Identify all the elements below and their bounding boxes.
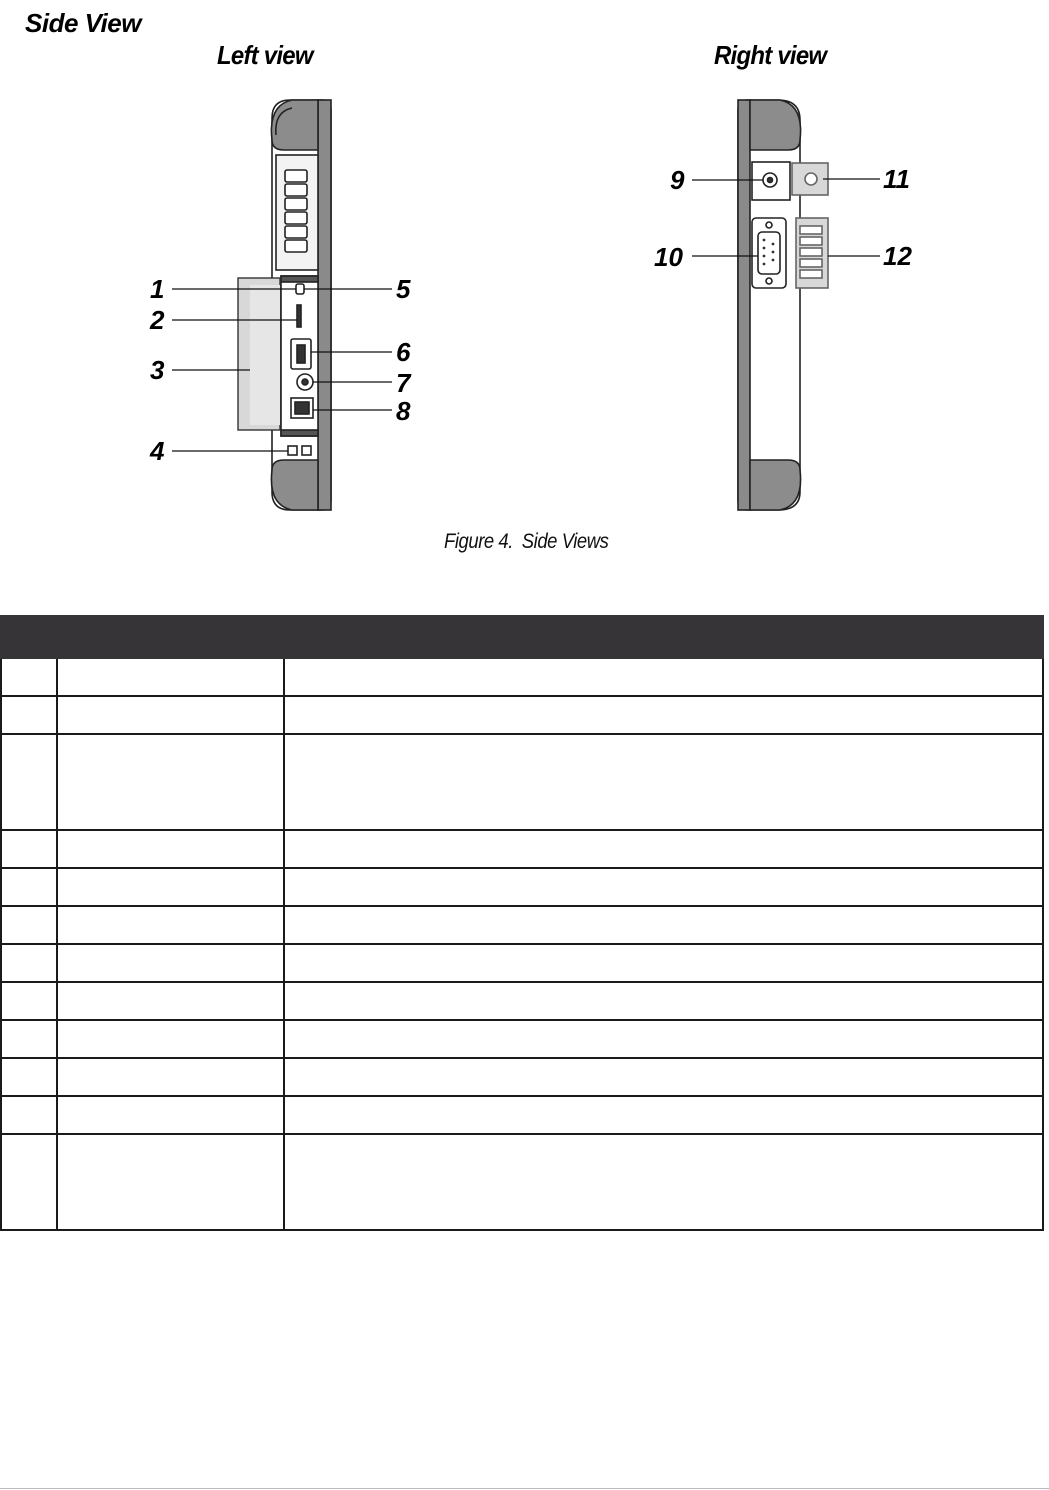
callout-5: 5: [396, 274, 411, 304]
callout-7: 7: [396, 368, 411, 398]
row-description: [284, 944, 1043, 982]
table-header-row: [1, 616, 1043, 658]
table-row: [1, 1020, 1043, 1058]
table-row: [1, 734, 1043, 830]
row-description: [284, 830, 1043, 868]
row-number: [1, 734, 57, 830]
row-description: [284, 734, 1043, 830]
callout-6: 6: [396, 337, 411, 367]
callout-1: 1: [150, 274, 165, 304]
side-card: [238, 278, 280, 430]
callout-4: 4: [150, 436, 165, 466]
table-row: [1, 1058, 1043, 1096]
caption-label: Figure 4.: [444, 530, 513, 553]
row-name: [57, 658, 284, 696]
left-view-title: Left view: [217, 40, 313, 70]
table-row: [1, 906, 1043, 944]
table-header: [1, 616, 1043, 658]
row-name: [57, 734, 284, 830]
callout-9: 9: [670, 165, 685, 195]
callout-12: 12: [883, 241, 912, 271]
table-row: [1, 1096, 1043, 1134]
row-description: [284, 696, 1043, 734]
row-number: [1, 944, 57, 982]
table-row: [1, 1134, 1043, 1230]
row-description: [284, 982, 1043, 1020]
side-view-table: [0, 615, 1044, 1231]
callout-10: 10: [654, 242, 683, 272]
callout-11: 11: [883, 164, 910, 194]
row-name: [57, 696, 284, 734]
row-description: [284, 1058, 1043, 1096]
section-title: Side View: [25, 8, 141, 38]
callout-8: 8: [396, 396, 411, 426]
row-number: [1, 1134, 57, 1230]
caption-text: Side Views: [521, 530, 609, 553]
row-name: [57, 1096, 284, 1134]
row-number: [1, 658, 57, 696]
table-row: [1, 696, 1043, 734]
row-number: [1, 830, 57, 868]
row-number: [1, 868, 57, 906]
row-number: [1, 1096, 57, 1134]
right-view-title: Right view: [714, 40, 827, 70]
table-row: [1, 944, 1043, 982]
row-number: [1, 906, 57, 944]
row-number: [1, 982, 57, 1020]
figure-caption: [444, 530, 608, 554]
row-number: [1, 1020, 57, 1058]
callout-3: 3: [150, 355, 165, 385]
row-description: [284, 868, 1043, 906]
row-description: [284, 1134, 1043, 1230]
row-name: [57, 906, 284, 944]
row-description: [284, 658, 1043, 696]
row-name: [57, 868, 284, 906]
table-row: [1, 830, 1043, 868]
table-row: [1, 868, 1043, 906]
side-views-figure: [0, 0, 1049, 520]
callout-2: 2: [150, 305, 165, 335]
row-name: [57, 1058, 284, 1096]
right-view-device: [738, 100, 828, 510]
row-name: [57, 944, 284, 982]
row-name: [57, 1020, 284, 1058]
row-number: [1, 696, 57, 734]
row-name: [57, 830, 284, 868]
row-name: [57, 1134, 284, 1230]
row-description: [284, 1020, 1043, 1058]
page-footer-rule: [0, 1488, 1049, 1489]
row-number: [1, 1058, 57, 1096]
table-row: [1, 982, 1043, 1020]
row-description: [284, 906, 1043, 944]
row-description: [284, 1096, 1043, 1134]
table-row: [1, 658, 1043, 696]
row-name: [57, 982, 284, 1020]
